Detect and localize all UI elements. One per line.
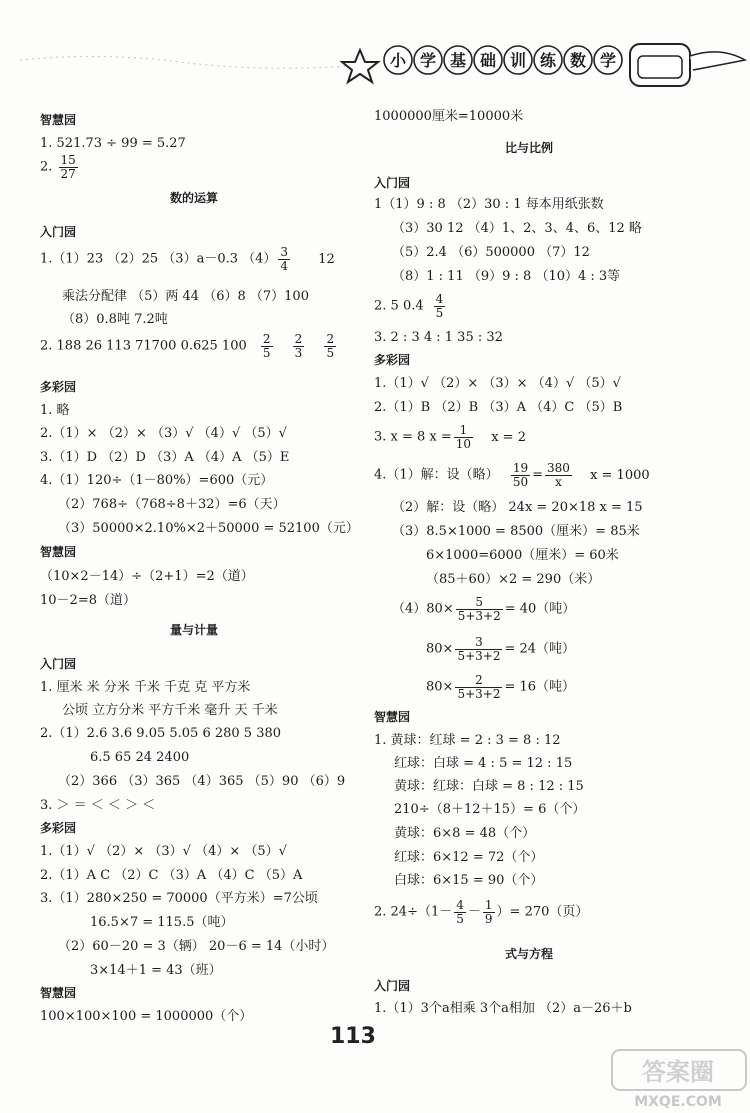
answer-line: 3.（1）280×250 = 70000（平方米）=7公顷 bbox=[40, 891, 318, 906]
answer-line: （2）60－20 = 3（辆） 20－6 = 14（小时） bbox=[58, 939, 335, 954]
answer-line: （5）2.4 （6）500000 （7）12 bbox=[392, 245, 590, 260]
page-number: 113 bbox=[330, 1024, 376, 1049]
svg-text:MXQE.COM: MXQE.COM bbox=[634, 1094, 722, 1110]
answer-line: （3）30 12 （4）1、2、3、4、6、12 略 bbox=[392, 221, 642, 236]
answer-line: 1. 黄球：红球 = 2 : 3 = 8 : 12 bbox=[374, 733, 561, 748]
answer-line: 2.（1）× （2）× （3）√ （4）√ （5）√ bbox=[40, 426, 287, 441]
answer-line: （2）解：设（略） 24x = 20×18 x = 15 bbox=[392, 500, 643, 515]
answer-line: 16.5×7 = 115.5（吨） bbox=[90, 915, 234, 930]
header-banner bbox=[340, 36, 750, 96]
answer-line: 黄球：红球：白球 = 8 : 12 : 15 bbox=[394, 779, 584, 794]
duocaiyuan-heading-2: 多彩园 bbox=[40, 821, 77, 835]
answer-line: （4）80× $\frac{5}{5+3+2}$ = 40（吨） bbox=[392, 595, 576, 623]
answer-line: 2. 5 0.4 $\frac{4}{5}$ bbox=[374, 292, 444, 320]
answer-line: 10－2=8（道） bbox=[40, 593, 136, 608]
answer-line: 3. x = 8 x = $\frac{1}{10}$ x = 2 bbox=[374, 423, 526, 451]
section-title: 量与计量 bbox=[170, 623, 219, 637]
star-icon bbox=[342, 50, 378, 82]
answer-line: 3. 2 : 3 4 : 1 35 : 32 bbox=[374, 330, 503, 345]
rumenyuan-heading-2: 入门园 bbox=[40, 657, 77, 671]
answer-line bbox=[40, 154, 80, 180]
section-title: 比与比例 bbox=[505, 141, 554, 155]
answer-line: 白球：6×15 = 90（个） bbox=[394, 873, 544, 888]
duocaiyuan-heading-3: 多彩园 bbox=[374, 353, 411, 367]
answer-line: 1.（1）√ （2）× （3）× （4）√ （5）√ bbox=[374, 376, 621, 391]
rumenyuan-heading-1: 入门园 bbox=[40, 225, 77, 239]
answer-line: （3）50000×2.10%×2＋50000 = 52100（元） bbox=[58, 521, 359, 536]
answer-line: （10×2－14）÷（2+1）=2（道） bbox=[40, 569, 254, 584]
answer-line: 210÷（8＋12＋15）= 6（个） bbox=[394, 802, 586, 817]
answer-line: （2）366 （3）365 （4）365 （5）90 （6）9 bbox=[58, 774, 346, 789]
answer-line: 100×100×100 = 1000000（个） bbox=[40, 1009, 253, 1024]
zhihuiyuan-heading-2: 智慧园 bbox=[40, 545, 77, 559]
answer-line: 1. 厘米 米 分米 千米 千克 克 平方米 bbox=[40, 680, 251, 695]
answer-line: 红球：6×12 = 72（个） bbox=[394, 850, 544, 865]
duocaiyuan-heading-1: 多彩园 bbox=[40, 380, 77, 394]
answer-line: 黄球：6×8 = 48（个） bbox=[394, 826, 536, 841]
rumenyuan-heading-4: 入门园 bbox=[374, 979, 411, 993]
answer-line: 3. ＞ ＝ ＜ ＜ ＞ ＜ bbox=[40, 798, 156, 813]
answer-line: 2.（1）A C （2）C （3）A （4）C （5）A bbox=[40, 868, 303, 883]
answer-line: （8）1 : 11 （9）9 : 8 （10）4 : 3等 bbox=[392, 269, 621, 284]
zhihuiyuan-heading-4: 智慧园 bbox=[374, 710, 411, 724]
banner-title: 小学基础训练数学 bbox=[390, 51, 631, 70]
answer-line: 乘法分配律 （5）两 44 （6）8 （7）100 bbox=[62, 289, 309, 304]
answer-line: 1（1）9 : 8 （2）30 : 1 每本用纸张数 bbox=[374, 197, 604, 212]
section-title: 式与方程 bbox=[505, 947, 554, 961]
answer-line: 1. 521.73 ÷ 99 = 5.27 bbox=[40, 136, 186, 151]
header-dotted-line bbox=[20, 48, 350, 78]
answer-line: 4.（1）120÷（1－80%）=600（元） bbox=[40, 473, 274, 488]
answer-line: 红球：白球 = 4 : 5 = 12 : 15 bbox=[394, 756, 573, 771]
answer-line: 80× $\frac{3}{5+3+2}$ = 24（吨） bbox=[426, 635, 576, 663]
answer-line: 3×14＋1 = 43（班） bbox=[90, 963, 222, 978]
answer-line: 4.（1）解：设（略） $\frac{19}{50}$ = $\frac{380}{x}$ x = 1000 bbox=[374, 461, 650, 489]
answer-line: （85＋60）×2 = 290（米） bbox=[426, 572, 601, 587]
answer-line: 1.（1）3个a相乘 3个a相加 （2）a－26＋b bbox=[374, 1001, 632, 1016]
watermark-logo bbox=[610, 1048, 748, 1110]
fraction: $\frac{3}{4}$ bbox=[280, 245, 289, 273]
answer-line: （3）8.5×1000 = 8500（厘米）= 85米 bbox=[392, 524, 640, 539]
rumenyuan-heading-3: 入门园 bbox=[374, 176, 411, 190]
fraction: $\frac{15}{27}$ bbox=[60, 153, 76, 181]
answer-line: （2）768÷（768÷8＋32）=6（天） bbox=[58, 497, 286, 512]
answer-number: 2. bbox=[40, 159, 53, 175]
svg-text:答案圈: 答案圈 bbox=[642, 1058, 714, 1086]
answer-line: 2.（1）B （2）B （3）A （4）C （5）B bbox=[374, 400, 623, 415]
answer-line: 2.（1）2.6 3.6 9.05 5.05 6 280 5 380 bbox=[40, 726, 282, 741]
answer-line: 6×1000=6000（厘米）= 60米 bbox=[426, 548, 619, 563]
school-bag-icon bbox=[630, 44, 745, 86]
section-title: 数的运算 bbox=[170, 191, 219, 205]
answer-line: 1000000厘米=10000米 bbox=[374, 109, 524, 124]
answer-line: 6.5 65 24 2400 bbox=[90, 750, 190, 765]
zhihuiyuan-heading-3: 智慧园 bbox=[40, 986, 77, 1000]
answer-line: （8）0.8吨 7.2吨 bbox=[62, 312, 168, 327]
answer-line: 80× $\frac{2}{5+3+2}$ = 16（吨） bbox=[426, 673, 576, 701]
answer-line: 2. 24÷（1－ $\frac{4}{5}$ － $\frac{1}{9}$ ）= 270（页） bbox=[374, 898, 589, 926]
zhihuiyuan-heading-1: 智慧园 bbox=[40, 113, 77, 127]
answer-line: 2. 188 26 113 71700 0.625 100 $\frac{2}{5}$ $\frac{2}{3}$ $\frac{2}{5}$ bbox=[40, 332, 335, 360]
answer-line: 公顷 立方分米 平方千米 毫升 天 千米 bbox=[62, 703, 278, 718]
answer-line: 1.（1）√ （2）× （3）√ （4）× （5）√ bbox=[40, 844, 287, 859]
answer-line: 1.（1）23 （2）25 （3）a－0.3 （4） $\frac{3}{4}$ 12 bbox=[40, 245, 335, 273]
answer-line: 1. 略 bbox=[40, 403, 70, 418]
answer-line: 3.（1）D （2）D （3）A （4）A （5）E bbox=[40, 450, 290, 465]
